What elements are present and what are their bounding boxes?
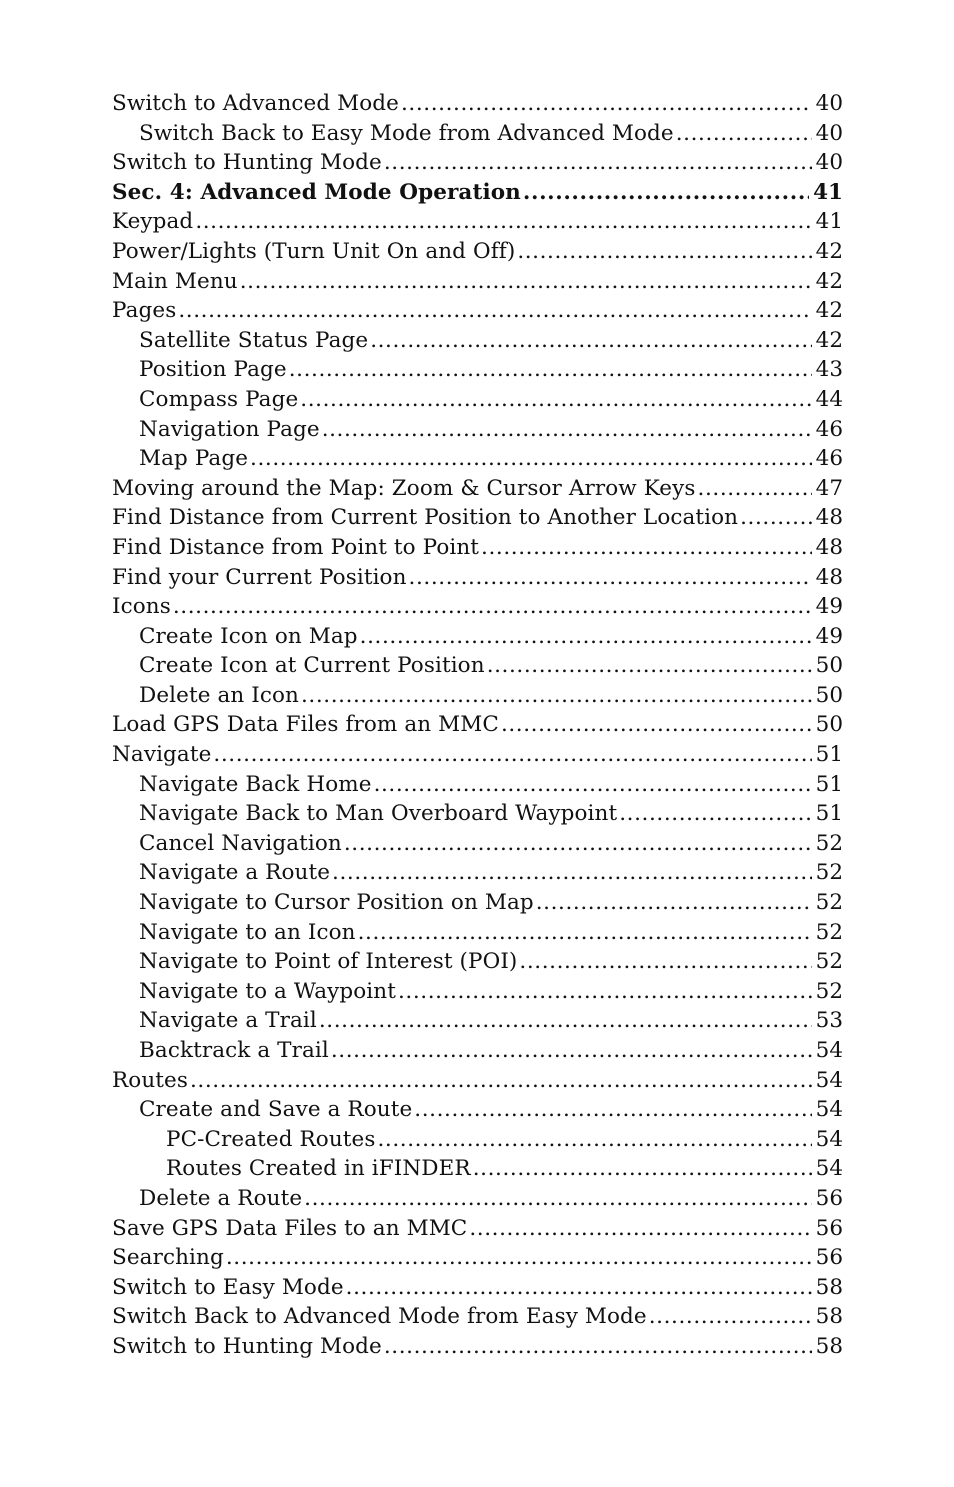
dot-leader bbox=[289, 355, 812, 385]
toc-entry-title: Switch to Advanced Mode bbox=[112, 91, 399, 116]
toc-entry-title: Navigate to a Waypoint bbox=[139, 978, 396, 1004]
toc-entry-title: Cancel Navigation bbox=[139, 830, 342, 856]
toc-entry-page-number: 53 bbox=[815, 1008, 843, 1034]
toc-entry-title: Load GPS Data Files from an MMC bbox=[112, 712, 499, 738]
toc-entry[interactable] bbox=[112, 237, 843, 267]
dot-leader bbox=[409, 563, 812, 593]
dot-leader bbox=[517, 237, 811, 267]
toc-entry-title: Compass Page bbox=[139, 386, 299, 412]
toc-entry[interactable] bbox=[112, 415, 843, 445]
toc-entry[interactable] bbox=[112, 355, 843, 385]
toc-entry-title: Routes Created in iFINDER bbox=[166, 1156, 471, 1182]
toc-entry-page-number: 43 bbox=[815, 357, 843, 383]
dot-leader bbox=[473, 1154, 812, 1184]
toc-entry[interactable] bbox=[112, 385, 843, 415]
toc-entry-title: Moving around the Map: Zoom & Cursor Arrow Keys bbox=[112, 475, 696, 501]
toc-entry-page-number: 50 bbox=[815, 712, 843, 738]
toc-entry[interactable] bbox=[112, 1243, 843, 1273]
toc-entry-page-number: 41 bbox=[815, 209, 843, 235]
toc-entry-page-number: 52 bbox=[815, 860, 843, 886]
dot-leader bbox=[414, 1095, 811, 1125]
dot-leader bbox=[649, 1302, 812, 1332]
dot-leader bbox=[501, 710, 812, 740]
toc-entry[interactable] bbox=[112, 267, 843, 297]
toc-entry-page-number: 42 bbox=[815, 238, 843, 264]
toc-entry-page-number: 48 bbox=[815, 564, 843, 590]
dot-leader bbox=[676, 119, 812, 149]
dot-leader bbox=[213, 740, 811, 770]
toc-entry-page-number: 54 bbox=[815, 1126, 843, 1152]
toc-entry[interactable] bbox=[112, 1302, 843, 1332]
toc-entry-page-number: 54 bbox=[815, 1097, 843, 1123]
toc-entry[interactable] bbox=[112, 651, 843, 681]
toc-entry-title: Pages bbox=[112, 298, 177, 324]
toc-entry-page-number: 42 bbox=[815, 268, 843, 294]
toc-entry-title: Sec. 4: Advanced Mode Operation bbox=[112, 179, 521, 205]
toc-entry-title: Switch Back to Advanced Mode from Easy Mode bbox=[112, 1304, 647, 1330]
dot-leader bbox=[190, 1066, 812, 1096]
toc-entry-page-number: 40 bbox=[815, 120, 843, 146]
toc-entry-page-number: 52 bbox=[815, 949, 843, 975]
dot-leader bbox=[740, 503, 812, 533]
toc-entry[interactable] bbox=[112, 1006, 843, 1036]
toc-entry-page-number: 56 bbox=[815, 1215, 843, 1241]
dot-leader bbox=[523, 178, 809, 208]
toc-entry-title: Map Page bbox=[139, 446, 249, 472]
toc-entry-page-number: 56 bbox=[815, 1185, 843, 1211]
dot-leader bbox=[346, 1273, 812, 1303]
toc-entry-title: Switch Back to Easy Mode from Advanced Mode bbox=[139, 120, 674, 146]
toc-entry-title: Create and Save a Route bbox=[139, 1097, 413, 1123]
dot-leader bbox=[226, 1243, 812, 1273]
dot-leader bbox=[469, 1214, 811, 1244]
toc-entry-page-number: 47 bbox=[815, 475, 843, 501]
toc-entry-title: PC-Created Routes bbox=[166, 1126, 376, 1152]
toc-entry-title: Find Distance from Current Position to Another Location bbox=[112, 505, 739, 531]
toc-entry-page-number: 50 bbox=[815, 653, 843, 679]
toc-entry-page-number: 46 bbox=[815, 416, 843, 442]
dot-leader bbox=[374, 770, 812, 800]
toc-entry-page-number: 49 bbox=[815, 594, 843, 620]
toc-entry[interactable] bbox=[112, 740, 843, 770]
toc-entry[interactable] bbox=[112, 799, 843, 829]
toc-entry-page-number: 50 bbox=[815, 682, 843, 708]
dot-leader bbox=[384, 1332, 812, 1362]
toc-entry-title: Navigate Back to Man Overboard Waypoint bbox=[139, 801, 618, 827]
toc-section-heading[interactable] bbox=[112, 178, 843, 208]
toc-entry[interactable] bbox=[112, 622, 843, 652]
toc-entry-title: Switch to Easy Mode bbox=[112, 1274, 344, 1300]
dot-leader bbox=[481, 533, 812, 563]
toc-entry-title: Power/Lights (Turn Unit On and Off) bbox=[112, 238, 516, 264]
toc-entry[interactable] bbox=[112, 474, 843, 504]
toc-entry-page-number: 51 bbox=[815, 801, 843, 827]
toc-entry-page-number: 58 bbox=[815, 1333, 843, 1359]
toc-entry-title: Navigate bbox=[112, 742, 212, 768]
dot-leader bbox=[322, 415, 812, 445]
toc-entry[interactable] bbox=[112, 1273, 843, 1303]
toc-entry-page-number: 41 bbox=[813, 179, 843, 205]
toc-entry[interactable] bbox=[112, 148, 843, 178]
dot-leader bbox=[619, 799, 811, 829]
toc-entry-title: Routes bbox=[112, 1067, 188, 1093]
toc-entry-title: Navigate a Route bbox=[139, 860, 331, 886]
toc-entry-page-number: 52 bbox=[815, 890, 843, 916]
toc-entry[interactable] bbox=[112, 918, 843, 948]
dot-leader bbox=[319, 1006, 812, 1036]
toc-entry[interactable] bbox=[112, 1184, 843, 1214]
toc-entry-page-number: 52 bbox=[815, 919, 843, 945]
toc-entry[interactable] bbox=[112, 829, 843, 859]
toc-entry-title: Create Icon at Current Position bbox=[139, 653, 485, 679]
toc-entry[interactable] bbox=[112, 1095, 843, 1125]
toc-entry-title: Keypad bbox=[112, 209, 194, 235]
dot-leader bbox=[178, 296, 811, 326]
dot-leader bbox=[250, 444, 812, 474]
toc-entry-page-number: 54 bbox=[815, 1038, 843, 1063]
toc-entry[interactable] bbox=[112, 592, 843, 622]
toc-entry-title: Satellite Status Page bbox=[139, 327, 369, 353]
toc-entry[interactable] bbox=[112, 1332, 843, 1362]
toc-entry[interactable] bbox=[112, 533, 843, 563]
toc-entry-page-number: 42 bbox=[815, 327, 843, 353]
toc-entry-page-number: 49 bbox=[815, 623, 843, 649]
toc-entry-page-number: 54 bbox=[815, 1067, 843, 1093]
toc-entry-page-number: 40 bbox=[815, 150, 843, 176]
dot-leader bbox=[384, 148, 812, 178]
toc-entry-title: Switch to Hunting Mode bbox=[112, 150, 382, 176]
toc-entry-title: Navigate a Trail bbox=[139, 1008, 317, 1034]
dot-leader bbox=[173, 592, 812, 622]
toc-entry[interactable] bbox=[112, 503, 843, 533]
dot-leader bbox=[358, 918, 812, 948]
dot-leader bbox=[240, 267, 812, 297]
toc-entry[interactable] bbox=[112, 770, 843, 800]
toc-entry[interactable] bbox=[112, 977, 843, 1007]
toc-entry-page-number: 40 bbox=[815, 91, 843, 116]
dot-leader bbox=[300, 385, 811, 415]
toc-entry-page-number: 54 bbox=[815, 1156, 843, 1182]
toc-entry-page-number: 58 bbox=[815, 1304, 843, 1330]
toc-entry-title: Searching bbox=[112, 1245, 224, 1271]
toc-entry[interactable] bbox=[112, 710, 843, 740]
toc-entry-title: Navigate to Point of Interest (POI) bbox=[139, 949, 518, 975]
toc-entry[interactable] bbox=[112, 296, 843, 326]
toc-entry[interactable] bbox=[112, 1154, 843, 1184]
toc-entry[interactable] bbox=[112, 326, 843, 356]
dot-leader bbox=[519, 947, 811, 977]
dot-leader bbox=[536, 888, 812, 918]
dot-leader bbox=[195, 207, 811, 237]
toc-entry-title: Main Menu bbox=[112, 268, 238, 294]
toc-entry-title: Find Distance from Point to Point bbox=[112, 534, 480, 560]
dot-leader bbox=[698, 474, 812, 504]
dot-leader bbox=[331, 1036, 812, 1066]
dot-leader bbox=[398, 977, 812, 1007]
toc-entry-title: Position Page bbox=[139, 357, 287, 383]
toc-entry-page-number: 52 bbox=[815, 978, 843, 1004]
toc-entry[interactable] bbox=[112, 444, 843, 474]
toc-entry-page-number: 52 bbox=[815, 830, 843, 856]
toc-entry-title: Switch to Hunting Mode bbox=[112, 1333, 382, 1359]
dot-leader bbox=[344, 829, 812, 859]
toc-entry[interactable] bbox=[112, 1125, 843, 1155]
toc-entry[interactable] bbox=[112, 563, 843, 593]
toc-entry-title: Find your Current Position bbox=[112, 564, 407, 590]
toc-entry-page-number: 46 bbox=[815, 446, 843, 472]
dot-leader bbox=[360, 622, 812, 652]
toc-entry-page-number: 58 bbox=[815, 1274, 843, 1300]
toc-entry[interactable] bbox=[112, 947, 843, 977]
toc-entry-title: Navigate to an Icon bbox=[139, 919, 356, 945]
toc-entry-title: Navigate Back Home bbox=[139, 771, 372, 797]
toc-entry-title: Delete an Icon bbox=[139, 682, 299, 708]
toc-entry[interactable] bbox=[112, 1066, 843, 1096]
toc-entry[interactable] bbox=[112, 89, 843, 119]
toc-entry-title: Delete a Route bbox=[139, 1185, 303, 1211]
toc-entry[interactable] bbox=[112, 858, 843, 888]
dot-leader bbox=[332, 858, 812, 888]
toc-entry[interactable] bbox=[112, 1036, 843, 1066]
toc-entry-page-number: 48 bbox=[815, 534, 843, 560]
toc-entry-title: Navigate to Cursor Position on Map bbox=[139, 890, 534, 916]
dot-leader bbox=[370, 326, 811, 356]
toc-entry-page-number: 48 bbox=[815, 505, 843, 531]
toc-entry-page-number: 56 bbox=[815, 1245, 843, 1271]
dot-leader bbox=[401, 89, 812, 119]
toc-entry-page-number: 51 bbox=[815, 742, 843, 768]
toc-entry-title: Backtrack a Trail bbox=[139, 1038, 329, 1063]
dot-leader bbox=[487, 651, 812, 681]
toc-entry[interactable] bbox=[112, 119, 843, 149]
toc-entry-page-number: 44 bbox=[815, 386, 843, 412]
table-of-contents bbox=[112, 89, 843, 1362]
toc-entry-title: Create Icon on Map bbox=[139, 623, 358, 649]
toc-entry-page-number: 51 bbox=[815, 771, 843, 797]
dot-leader bbox=[378, 1125, 812, 1155]
toc-entry[interactable] bbox=[112, 207, 843, 237]
dot-leader bbox=[304, 1184, 811, 1214]
dot-leader bbox=[301, 681, 812, 711]
toc-entry-title: Navigation Page bbox=[139, 416, 320, 442]
toc-entry[interactable] bbox=[112, 888, 843, 918]
toc-entry-title: Save GPS Data Files to an MMC bbox=[112, 1215, 468, 1241]
toc-entry[interactable] bbox=[112, 1214, 843, 1244]
toc-entry-title: Icons bbox=[112, 594, 171, 620]
toc-entry[interactable] bbox=[112, 681, 843, 711]
toc-entry-page-number: 42 bbox=[815, 298, 843, 324]
